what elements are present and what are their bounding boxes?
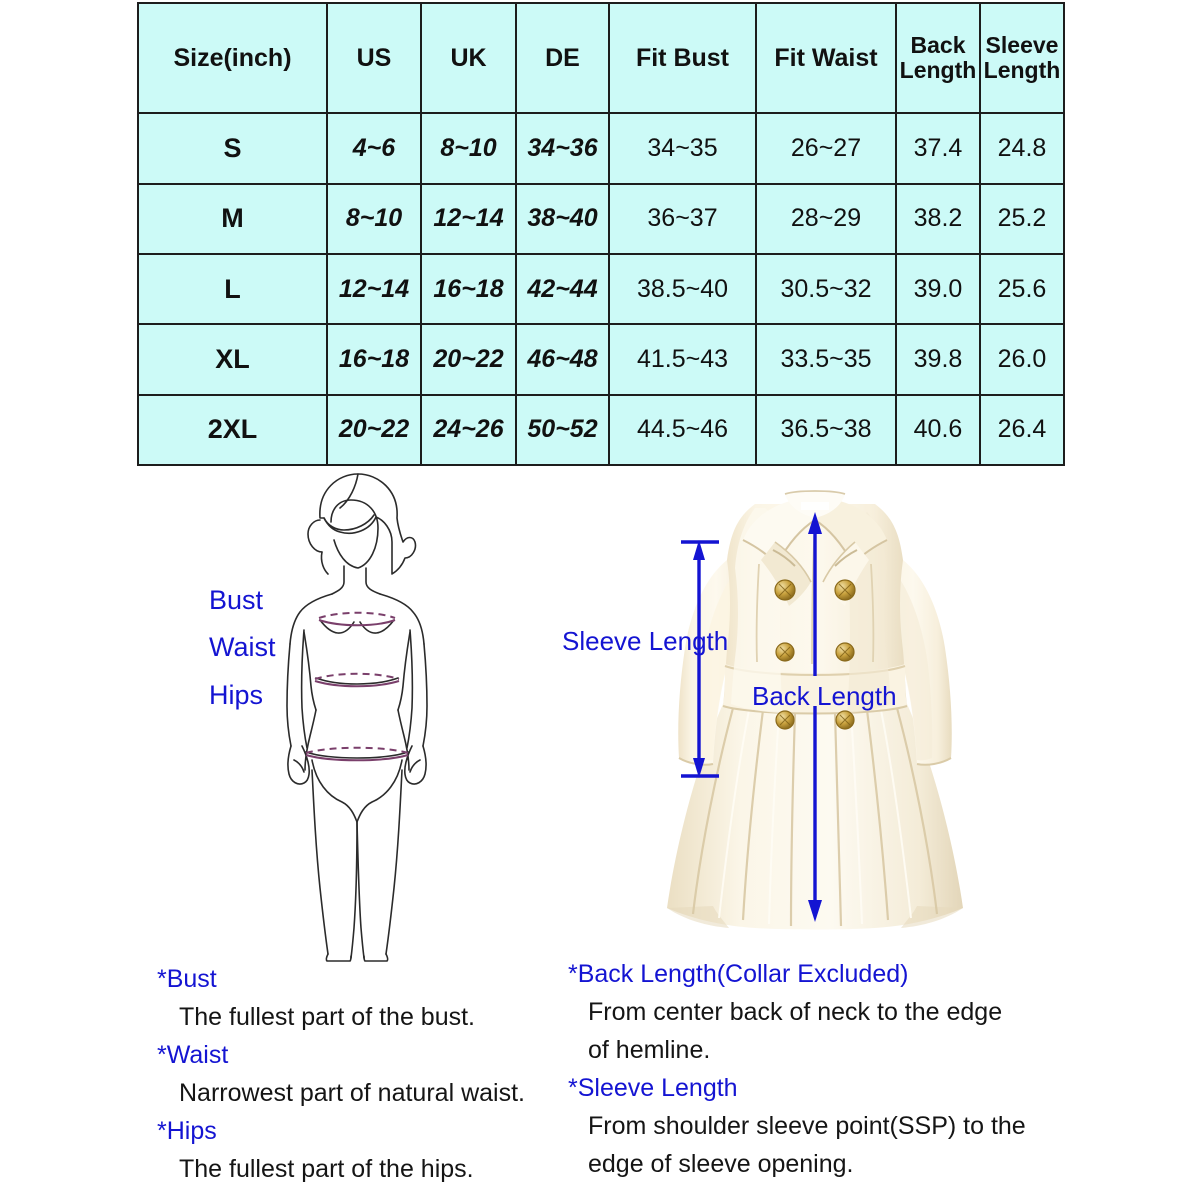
- legend-desc-back-line2: of hemline.: [588, 1036, 711, 1064]
- cell-us: 12~14: [327, 254, 421, 324]
- table-header-row: [138, 3, 1064, 113]
- header-de: DE: [516, 3, 609, 113]
- cell-back-length: 40.6: [896, 395, 980, 465]
- legend-desc-back-line1: From center back of neck to the edge: [588, 998, 1003, 1026]
- legend-body-measurements: [157, 960, 557, 1188]
- legend-desc-bust: The fullest part of the bust.: [179, 1003, 475, 1031]
- cell-de: 34~36: [516, 113, 609, 183]
- legend-term-sleeve-length: *Sleeve Length: [568, 1074, 738, 1102]
- table-row: [138, 254, 1064, 324]
- body-measurement-figure: [258, 470, 458, 965]
- cell-us: 16~18: [327, 324, 421, 394]
- header-uk: UK: [421, 3, 516, 113]
- legend-term-hips: *Hips: [157, 1117, 217, 1145]
- legend-term-waist: *Waist: [157, 1041, 229, 1069]
- legend-term-back-length: *Back Length(Collar Excluded): [568, 960, 909, 988]
- cell-size: S: [138, 113, 327, 183]
- cell-back-length: 38.2: [896, 184, 980, 254]
- table-row: [138, 324, 1064, 394]
- cell-size: 2XL: [138, 395, 327, 465]
- cell-size: XL: [138, 324, 327, 394]
- figure-label-hips: Hips: [209, 680, 264, 710]
- cell-uk: 20~22: [421, 324, 516, 394]
- size-chart-table-container: [137, 2, 1063, 466]
- cell-sleeve-length: 26.4: [980, 395, 1064, 465]
- cell-fit-bust: 38.5~40: [609, 254, 756, 324]
- cell-sleeve-length: 25.2: [980, 184, 1064, 254]
- cell-fit-bust: 44.5~46: [609, 395, 756, 465]
- legend-desc-waist: Narrowest part of natural waist.: [179, 1079, 525, 1107]
- size-chart-table: [137, 2, 1065, 466]
- cell-back-length: 39.8: [896, 324, 980, 394]
- cell-uk: 16~18: [421, 254, 516, 324]
- cell-fit-waist: 36.5~38: [756, 395, 896, 465]
- cell-fit-bust: 41.5~43: [609, 324, 756, 394]
- cell-back-length: 37.4: [896, 113, 980, 183]
- cell-fit-waist: 30.5~32: [756, 254, 896, 324]
- coat-label-sleeve-length: Sleeve Length: [562, 626, 729, 656]
- header-fit-waist: Fit Waist: [756, 3, 896, 113]
- header-size: Size(inch): [138, 3, 327, 113]
- cell-sleeve-length: 24.8: [980, 113, 1064, 183]
- header-sleeve-line2: Length: [983, 57, 1061, 84]
- coat-label-back-length: Back Length: [752, 681, 897, 711]
- table-row: [138, 113, 1064, 183]
- table-row: [138, 395, 1064, 465]
- cell-fit-waist: 33.5~35: [756, 324, 896, 394]
- header-sleeve-line1: Sleeve: [985, 32, 1059, 59]
- cell-fit-waist: 28~29: [756, 184, 896, 254]
- header-back-line2: Length: [899, 57, 977, 84]
- cell-us: 4~6: [327, 113, 421, 183]
- cell-us: 8~10: [327, 184, 421, 254]
- cell-de: 38~40: [516, 184, 609, 254]
- cell-size: M: [138, 184, 327, 254]
- cell-uk: 24~26: [421, 395, 516, 465]
- header-back-length: [896, 3, 980, 113]
- cell-size: L: [138, 254, 327, 324]
- cell-uk: 8~10: [421, 113, 516, 183]
- header-us: US: [327, 3, 421, 113]
- figure-label-waist: Waist: [209, 632, 276, 662]
- header-sleeve-length: [980, 3, 1064, 113]
- figure-label-bust: Bust: [209, 585, 264, 615]
- cell-fit-bust: 36~37: [609, 184, 756, 254]
- legend-desc-hips: The fullest part of the hips.: [179, 1155, 474, 1183]
- cell-back-length: 39.0: [896, 254, 980, 324]
- cell-de: 42~44: [516, 254, 609, 324]
- cell-uk: 12~14: [421, 184, 516, 254]
- header-fit-bust: Fit Bust: [609, 3, 756, 113]
- cell-us: 20~22: [327, 395, 421, 465]
- legend-desc-sleeve-line2: edge of sleeve opening.: [588, 1150, 854, 1178]
- cell-fit-bust: 34~35: [609, 113, 756, 183]
- cell-de: 50~52: [516, 395, 609, 465]
- legend-desc-sleeve-line1: From shoulder sleeve point(SSP) to the: [588, 1112, 1026, 1140]
- cell-de: 46~48: [516, 324, 609, 394]
- cell-sleeve-length: 25.6: [980, 254, 1064, 324]
- legend-term-bust: *Bust: [157, 965, 217, 993]
- header-back-line1: Back: [910, 32, 966, 59]
- legend-garment-measurements: [568, 955, 1038, 1183]
- cell-fit-waist: 26~27: [756, 113, 896, 183]
- table-row: [138, 184, 1064, 254]
- cell-sleeve-length: 26.0: [980, 324, 1064, 394]
